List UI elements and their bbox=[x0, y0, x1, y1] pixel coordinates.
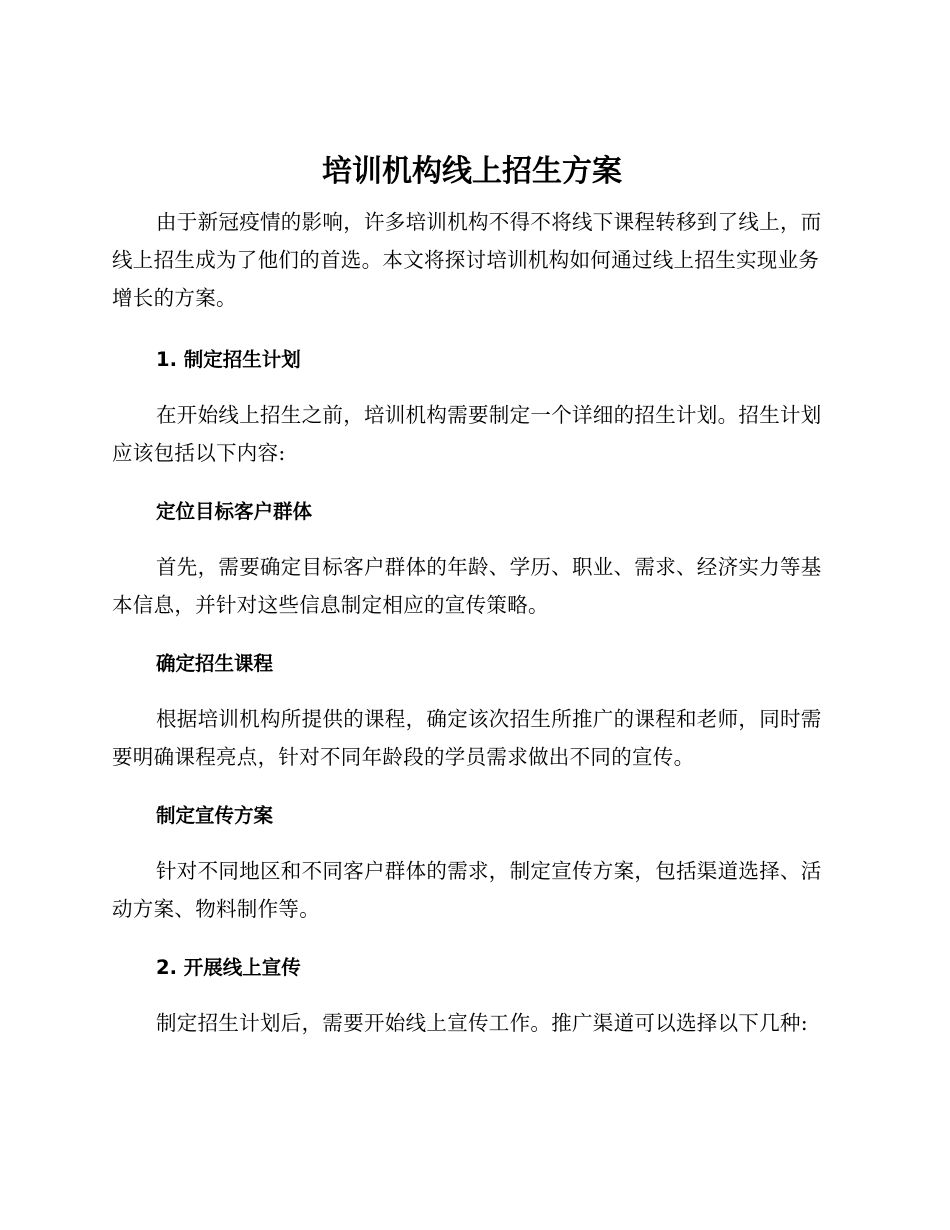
section-text-courses: 根据培训机构所提供的课程，确定该次招生所推广的课程和老师，同时需要明确课程亮点，针对不同年龄段的学员需求做出不同的宣传。 bbox=[112, 707, 822, 769]
section-text-target-customers: 首先，需要确定目标客户群体的年龄、学历、职业、需求、经济实力等基本信息，并针对这些信息制定相应的宣传策略。 bbox=[112, 555, 822, 617]
section-text-promotion-plan: 针对不同地区和不同客户群体的需求，制定宣传方案，包括渠道选择、活动方案、物料制作等。 bbox=[112, 859, 822, 921]
section-text-plan: 在开始线上招生之前，培训机构需要制定一个详细的招生计划。招生计划应该包括以下内容: bbox=[112, 403, 822, 465]
document-title: 培训机构线上招生方案 bbox=[322, 154, 622, 189]
section-text-online-promotion: 制定招生计划后，需要开始线上宣传工作。推广渠道可以选择以下几种: bbox=[156, 1011, 809, 1035]
section-heading-promotion-plan: 制定宣传方案 bbox=[156, 804, 274, 827]
section-heading-plan: 1. 制定招生计划 bbox=[156, 348, 301, 371]
section-heading-courses: 确定招生课程 bbox=[156, 652, 274, 675]
section-heading-online-promotion: 2. 开展线上宣传 bbox=[156, 956, 301, 979]
intro-paragraph: 由于新冠疫情的影响，许多培训机构不得不将线下课程转移到了线上，而线上招生成为了他们的首选。本文将探讨培训机构如何通过线上招生实现业务增长的方案。 bbox=[112, 210, 822, 310]
section-heading-target-customers: 定位目标客户群体 bbox=[156, 500, 313, 523]
